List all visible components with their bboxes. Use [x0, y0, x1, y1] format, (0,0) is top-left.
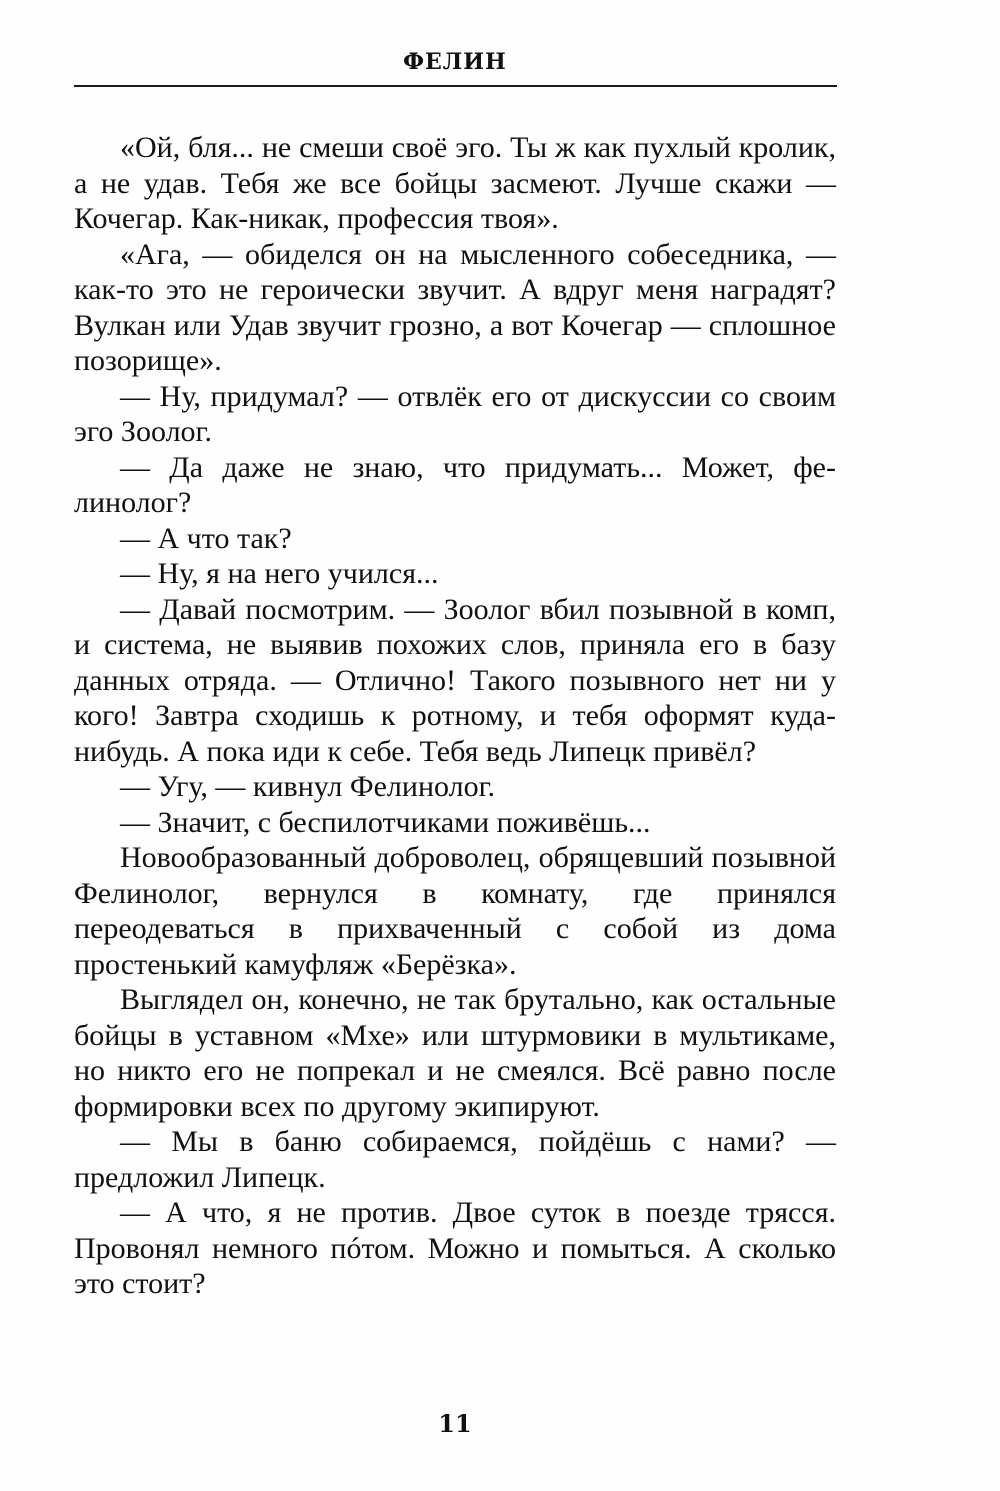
paragraph: — Мы в баню собираемся, пойдёшь с нами? — предложил Липецк. [74, 1125, 836, 1194]
paragraph: — А что, я не против. Двое суток в поезде трясся. Провонял немного пóтом. Можно и помыться. А сколько это стоит? [74, 1196, 836, 1300]
paragraph: — Ну, я на него учился... [120, 557, 439, 590]
paragraph: — Да даже не знаю, что придумать... Может, фелинолог? [74, 450, 836, 519]
paragraph: Выглядел он, конечно, не так брутально, как остальные бойцы в уставном «Мхе» или штурмовики в мультикаме, но никто его не попрекал и не смеялся. Всё равно после формировки всех по другому экипируют. [74, 983, 836, 1123]
running-head: ФЕЛИН [403, 49, 507, 75]
paragraph: «Ой, бля... не смеши своё эго. Ты ж как пухлый кролик, а не удав. Тебя же все бойцы засмеют. Лучше скажи — Кочегар. Как-никак, профессия твоя». [74, 131, 836, 235]
paragraph: Новообразованный доброволец, обрящевший позывной Фелинолог, вернулся в комнату, где принялся переодеваться в прихваченный с собой из дома простенький камуфляж «Берёзка». [74, 841, 836, 981]
header-rule [74, 85, 837, 87]
paragraph: — А что так? [120, 521, 292, 555]
paragraph: — Угу, — кивнул Фелинолог. [120, 770, 495, 803]
body-text [74, 130, 836, 1302]
paragraph: — Ну, придумал? — отвлёк его от дискуссии со своим эго Зоолог. [74, 379, 836, 448]
page-number: 11 [438, 1409, 472, 1438]
paragraph: «Ага, — обиделся он на мысленного собеседника, — как-то это не героически звучит. А вдруг меня наградят? Вулкан или Удав звучит грозно, а вот Кочегар — сплошное позорище». [74, 237, 836, 377]
paragraph: — Давай посмотрим. — Зоолог вбил позывной в комп, и система, не выявив похожих слов, приняла его в базу данных отряда. — Отлично! Такого позывного нет ни у кого! Завтра сходишь к ротному, и тебя оформят куда-нибудь. А пока иди к себе. Тебя ведь Липецк привёл? [74, 592, 836, 768]
paragraph: — Значит, с беспилотчиками поживёшь... [120, 805, 651, 839]
